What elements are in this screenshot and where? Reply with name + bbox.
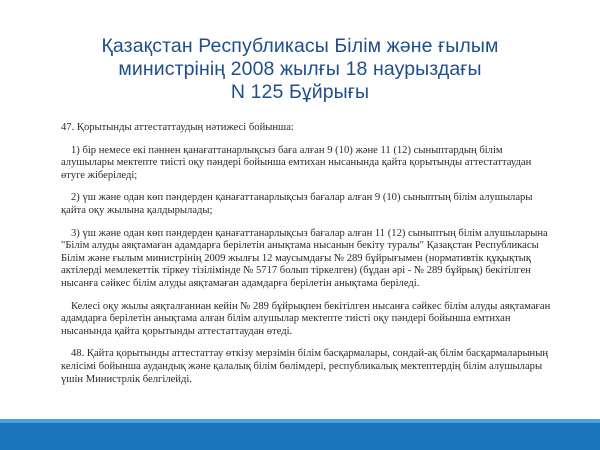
- title-line-3: N 125 Бұйрығы: [230, 81, 370, 103]
- title-line-2: министрінің 2008 жылғы 18 наурыздағы: [118, 58, 482, 80]
- paragraph-48: 48. Қайта қорытынды аттестаттау өткізу мерзімін білім басқармалары, сондай-ақ білім басқармаларының келісімі бойынша аудандық және қалалық білім бөлімдері, республикалық мектептердің білім алушылары үшін Министрлік белгілейді.: [61, 348, 549, 385]
- paragraph-item-1: 1) бір немесе екі пәннен қанағаттанарлықсыз баға алған 9 (10) және 11 (12) сыныптардың білім алушылары мектепте тиісті оқу пәндері бойынша емтихан нысанында қайта қорытынды аттестаттаудан өтуге жіберіледі;: [61, 144, 532, 181]
- slide-title: [40, 35, 560, 104]
- footer-bar: [0, 423, 600, 450]
- paragraph-47-heading: 47. Қорытынды аттестаттаудың нәтижесі бойынша:: [61, 122, 294, 133]
- paragraph-item-2: 2) үш және одан көп пәндерден қанағаттанарлықсыз бағалар алған 9 (10) сыныптың білім алушылары қайта оқу жылына қалдырылады;: [61, 192, 533, 216]
- title-line-1: Қазақстан Республикасы Білім және ғылым: [101, 35, 499, 57]
- paragraph-item-3: 3) үш және одан көп пәндерден қанағаттанарлықсыз бағалар алған 11 (12) сыныптың білім алушыларына "Білім алуды аяқтамаған адамдарға берілетін анықтама нысанын бекіту туралы" Қазақстан Республикасы Білім және ғылым министрінің 2009 жылғы 12 маусымдағы № 289 бұйрығымен (нормативтік құқықтық актілерді мемлекеттік тіркеу тізілімінде № 5717 болып тіркелген) (бұдан әрі - № 289 бұйрық) бекітілген нысанға сәйкес білім алуды аяқтамаған адамдарға берілетін анықтама беріледі.: [61, 227, 548, 289]
- paragraph-next-year: Келесі оқу жылы аяқталғаннан кейін № 289 бұйрықпен бекітілген нысанға сәйкес білім алуды аяқтамаған адамдарға берілетін анықтама алған білім алушылар мектепте тиісті оқу пәндері бойынша емтихан нысанында қайта қорытынды аттестаттаудан өтеді.: [61, 300, 551, 337]
- slide-body: [61, 122, 557, 396]
